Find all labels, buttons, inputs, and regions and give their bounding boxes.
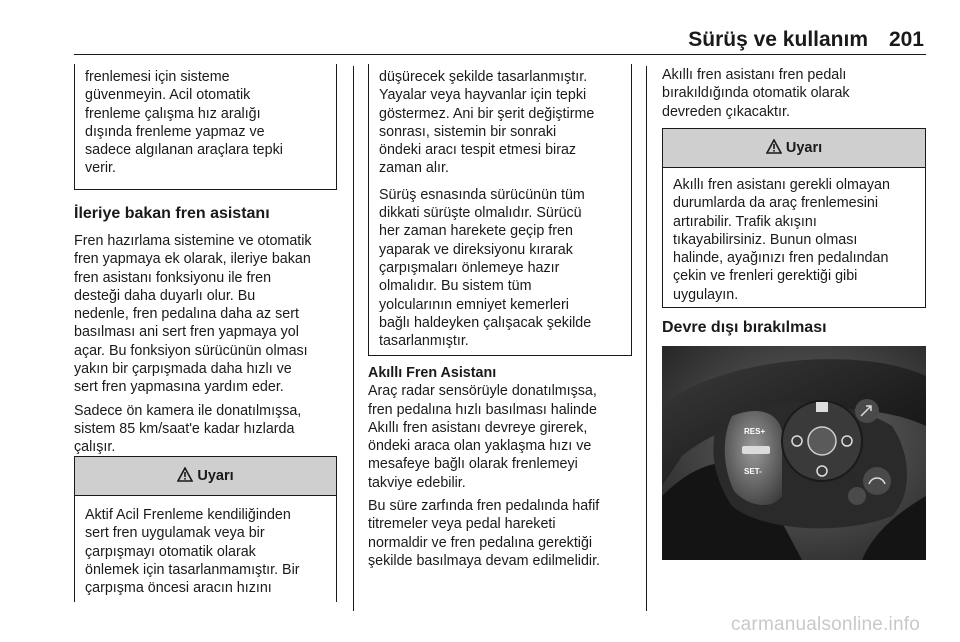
warning-title: Uyarı (785, 140, 823, 156)
column-3-body (662, 66, 934, 126)
paragraph: Bu süre zarfında fren pedalında hafif titremeler veya pedal hareketi normaldir ve fren pedalına gerektiği şekilde basılmaya devam edilmelidir. (368, 498, 601, 569)
column-divider-1 (353, 66, 354, 611)
warning-box (74, 456, 337, 602)
paragraph: Sadece ön kamera ile donatılmışsa, sistem 85 km/saat'e kadar hızlarda çalışır. (74, 402, 302, 456)
watermark: carmanualsonline.info (730, 614, 920, 635)
paragraph: Araç radar sensörüyle donatılmışsa, fren pedalına hızlı basılması halinde Akıllı fren asistanı devreye girerek, öndeki araca olan yaklaşma hızı ve mesafeye bağlı olarak frenlemeyi takviye edebilir. (368, 383, 597, 491)
info-box-continuation (74, 64, 337, 190)
set-label: SET- (744, 467, 762, 476)
paragraph: Fren hazırlama sistemine ve otomatik fren yapmaya ek olarak, ileriye bakan fren asistanı fonksiyonu ile fren desteği daha duyarlı olur. Bu nedenle, fren pedalına daha az sert basılması ani sert fren yapmaya yol açar. Bu fonksiyon sürücünün olması yakın bir çarpışmada daha hızlı ve sert fren yapmasına yardım eder. (74, 233, 312, 396)
warning-title: Uyarı (197, 468, 234, 484)
section-heading: İleriye bakan fren asistanı (74, 205, 270, 222)
paragraph: Akıllı fren asistanı fren pedalı bırakıldığında otomatik olarak devreden çıkacaktır. (662, 67, 850, 120)
subheading: Akıllı Fren Asistanı (368, 365, 497, 381)
warning-text: Akıllı fren asistanı gerekli olmayan durumlarda da araç frenlemesini artırabilir. Trafik akışını tıkayabilirsiniz. Bunun olması halinde, ayağınızı fren pedalından çekin ve frenleri gerektiği gibi uygulayın. (673, 177, 890, 303)
warning-header (75, 457, 336, 496)
res-label: RES+ (744, 427, 766, 436)
warning-triangle-icon (177, 467, 193, 486)
warning-box (662, 128, 926, 308)
warning-triangle-icon (766, 139, 782, 158)
warning-header (663, 129, 925, 168)
column-2-body (368, 364, 640, 575)
column-divider-2 (646, 66, 647, 611)
info-box-text: frenlemesi için sisteme güvenmeyin. Acil otomatik frenleme çalışma hız aralığı dışında frenleme yapmaz ve sadece algılanan araçlara tepki verir. (85, 69, 283, 177)
warning-text: Aktif Acil Frenleme kendiliğinden sert fren uygulamak veya bir çarpışmayı otomatik olarak önlemek için tasarlanmamıştır. Bir çarpışma öncesi aracın hızını (85, 507, 300, 597)
column-3-heading (662, 318, 934, 344)
header-rule (74, 54, 926, 55)
section-heading: Devre dışı bırakılması (662, 319, 827, 336)
column-1-body (74, 204, 346, 462)
section-title: Sürüş ve kullanım (688, 28, 868, 51)
info-box-continuation (368, 64, 632, 356)
info-box-text: Sürüş esnasında sürücünün tüm dikkati sürüşte olmalıdır. Sürücü her zaman harekete geçip fren yaparak ve direksiyonu kırarak çarpışmaları önlemeye hazır olmalıdır. Bu sistem tüm yolcularının emniyet kemerleri bağlı haldeyken çalışacak şekilde tasarlanmıştır. (379, 186, 592, 350)
page-number: 201 (888, 28, 924, 51)
info-box-text: düşürecek şekilde tasarlanmıştır. Yayalar veya hayvanlar için tepki göstermez. Ani bir şerit değiştirme sonrası, sistemin bir sonraki öndeki aracı tespit etmesi biraz zaman alır. (379, 69, 595, 177)
steering-wheel-controls-photo (662, 346, 926, 560)
